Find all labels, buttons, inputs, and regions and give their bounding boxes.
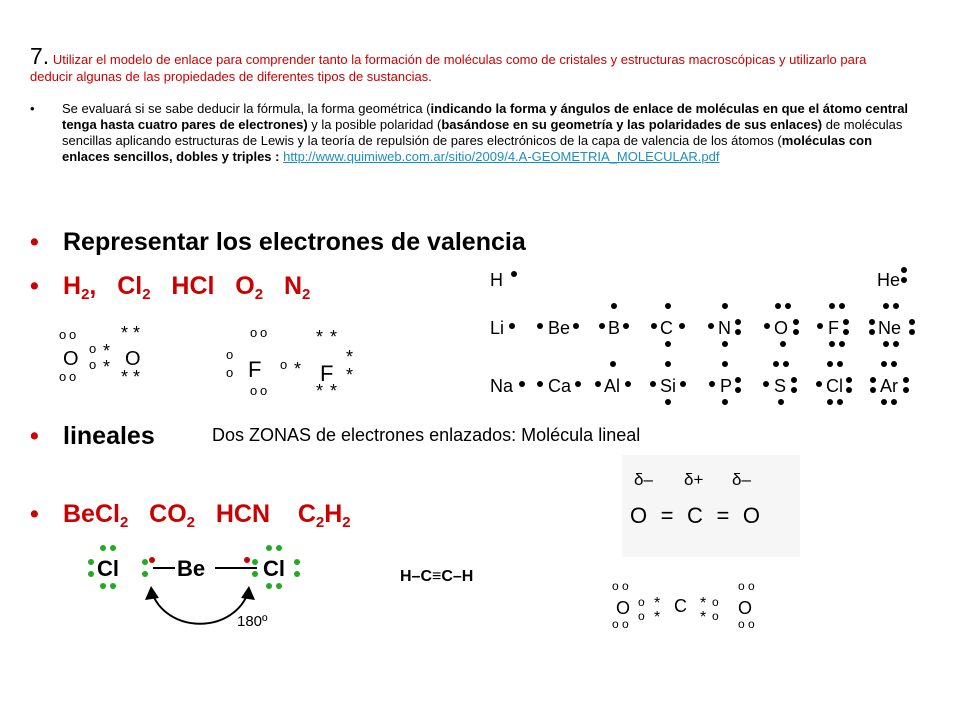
co2-lewis-diagram (608, 578, 758, 634)
evaluation-text-1: Se evaluará si se sabe deducir la fórmula, la forma geométrica ( (62, 101, 431, 116)
co2-mark: o (748, 579, 755, 593)
cl2-symbol: Cl (117, 272, 143, 300)
f2-atom-left: F (248, 357, 262, 382)
element-p: P (720, 376, 733, 396)
o2-mark: o (89, 357, 97, 372)
becl2-symbol: BeCl (63, 500, 120, 528)
element-f: F (828, 318, 839, 338)
f2-mark: o (260, 325, 268, 340)
co2-mark: o (712, 609, 719, 623)
f2-mark: o (250, 325, 258, 340)
co2-polarity-diagram (622, 455, 800, 557)
objective (30, 43, 910, 85)
co2-mark: o (638, 595, 645, 609)
f2-mark: o (280, 357, 288, 372)
comma: , (89, 272, 97, 300)
becl2-atom-cl-left: Cl (97, 556, 119, 581)
co2-subscript: 2 (186, 514, 195, 531)
element-na: Na (490, 376, 514, 396)
lewis-dot-table (482, 260, 942, 420)
becl2-subscript: 2 (119, 514, 129, 531)
evaluation-text-3: de moléculas sencillas aplicando estructuras de Lewis y la teoría de repulsión de pares electrónicos de la capa de valencia de los átomos ( (62, 117, 903, 148)
o2-mark: * (121, 367, 129, 387)
co2-mark: o (622, 617, 629, 631)
co2-mark: * (700, 595, 707, 612)
o2-mark: o (69, 327, 77, 342)
element-li: Li (490, 318, 505, 338)
co2-atom-o2: O (738, 598, 753, 618)
o2-mark: * (133, 325, 141, 343)
o2-mark: * (121, 325, 129, 343)
co2-mark: o (738, 617, 745, 631)
f2-mark: o (226, 347, 234, 362)
element-h: H (490, 270, 503, 290)
c2h2-sub2: 2 (342, 514, 351, 531)
element-be: Be (548, 318, 571, 338)
evaluation-text-2: y la posible polaridad ( (307, 117, 442, 132)
evaluation-bullet: • (30, 101, 35, 116)
valence-heading: Representar los electrones de valencia (63, 228, 526, 256)
o2-symbol: O (235, 272, 255, 300)
element-n: N (718, 318, 731, 338)
o2-mark: o (59, 369, 67, 384)
evaluation-bold-3: moléculas con enlaces sencillos, dobles y triples : (62, 133, 873, 164)
objective-text: Utilizar el modelo de enlace para comprender tanto la formación de moléculas como de cristales y estructuras macroscópicas y utilizarlo para deducir algunas de las propiedades de diferentes tipos de sustancias. (30, 52, 867, 84)
o2-mark: o (59, 327, 67, 342)
element-b: B (608, 318, 621, 338)
hcn-formula: HCN (215, 500, 271, 528)
element-c: C (660, 318, 673, 338)
f2-lewis-diagram (220, 325, 370, 397)
bullet-linear: • (30, 500, 39, 528)
o2-mark: * (103, 357, 111, 377)
h2-symbol: H (63, 272, 82, 300)
co2-structural-formula: O=C=O (630, 503, 760, 528)
o2-atom-right: O (125, 348, 141, 370)
element-si: Si (660, 376, 677, 396)
c2h2-h: H (324, 500, 343, 528)
lineales-row (30, 422, 155, 450)
hcl-formula: HCl (171, 272, 215, 300)
co2-mark: o (748, 617, 755, 631)
co2-atom-o1: O (616, 598, 631, 618)
bullet-diatomics: • (30, 272, 39, 300)
f2-mark: * (330, 327, 338, 347)
f2-mark: * (316, 327, 324, 347)
f2-mark: o (260, 383, 268, 397)
o2-subscript: 2 (254, 286, 264, 303)
co2-mark: o (622, 579, 629, 593)
evaluation-paragraph (30, 101, 910, 165)
co2-mark: o (612, 617, 619, 631)
o2-mark: o (89, 341, 97, 356)
element-o: O (774, 318, 789, 338)
co2-charge-left: δ– (634, 470, 653, 489)
element-cl: Cl (826, 376, 843, 396)
c2h2-c: C (297, 500, 316, 528)
diatomic-formulas (63, 272, 310, 309)
co2-charge-right: δ– (732, 470, 751, 489)
element-ne: Ne (878, 318, 902, 338)
co2-symbol: CO (149, 500, 187, 528)
bullet-lineales: • (30, 422, 39, 450)
objective-number: 7. (30, 43, 50, 69)
f2-mark: o (250, 383, 258, 397)
becl2-angle-label: 180º (237, 613, 268, 630)
o2-lewis-diagram (55, 325, 165, 387)
becl2-atom-cl-right: Cl (263, 556, 285, 581)
becl2-atom-be: Be (177, 556, 206, 581)
co2-atom-c: C (674, 596, 687, 616)
co2-mark: o (738, 579, 745, 593)
co2-charge-center: δ+ (684, 470, 704, 489)
n2-subscript: 2 (302, 286, 311, 303)
element-he: He (877, 270, 901, 290)
f2-mark: * (346, 365, 354, 385)
diatomics-row (30, 272, 311, 303)
geometry-pdf-link[interactable]: http://www.quimiweb.com.ar/sitio/2009/4.A-GEOMETRIA_MOLECULAR.pdf (283, 149, 720, 164)
linear-formulas (63, 500, 351, 537)
co2-mark: o (612, 579, 619, 593)
co2-mark: o (712, 595, 719, 609)
valence-heading-row (30, 228, 526, 256)
becl2-lewis-diagram (85, 540, 310, 635)
element-al: Al (604, 376, 621, 396)
h2-subscript: 2 (81, 286, 90, 303)
co2-mark: o (638, 609, 645, 623)
element-ca: Ca (548, 376, 572, 396)
linear-caption: Dos ZONAS de electrones enlazados: Molécula lineal (212, 425, 641, 445)
o2-mark: o (69, 369, 77, 384)
evaluation-bold-2: basándose en su geometría y las polaridades de sus enlaces) (441, 117, 823, 132)
f2-mark: * (330, 381, 338, 397)
f2-mark: * (294, 359, 302, 379)
f2-marks (226, 325, 353, 397)
f2-atom-right: F (320, 361, 334, 386)
o2-mark: * (103, 341, 111, 361)
f2-mark: * (346, 347, 354, 367)
c2h2-sub1: 2 (315, 514, 325, 531)
acetylene-formula: H–C≡C–H (400, 568, 474, 585)
co2-mark: * (654, 595, 661, 612)
element-ar: Ar (880, 376, 898, 396)
evaluation-bold-1: indicando la forma y ángulos de enlace de moléculas en que el átomo central tenga hasta cuatro pares de electrones) (62, 101, 909, 132)
bullet-valence: • (30, 228, 39, 256)
cl2-subscript: 2 (142, 286, 151, 303)
n2-symbol: N (283, 272, 302, 300)
o2-mark: * (133, 367, 141, 387)
element-s: S (774, 376, 787, 396)
linear-molecules-row (30, 500, 351, 531)
f2-mark: * (316, 381, 324, 397)
f2-mark: o (226, 365, 234, 380)
co2-mark: * (700, 609, 707, 626)
co2-mark: * (654, 609, 661, 626)
o2-atom-left: O (63, 348, 79, 370)
lineales-label: lineales (63, 422, 155, 450)
